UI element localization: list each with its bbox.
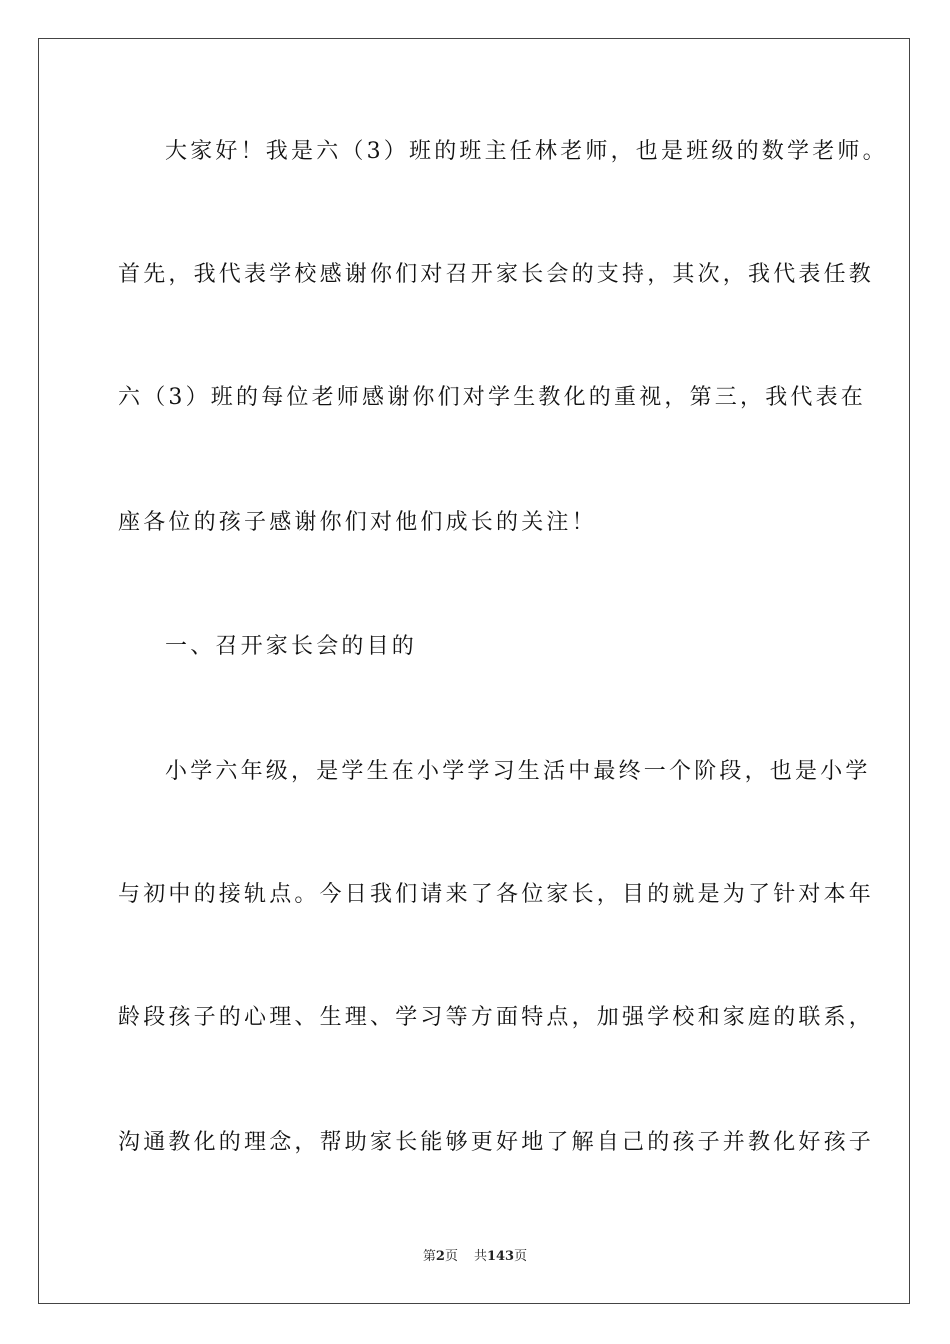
paragraph-line: 与初中的接轨点。今日我们请来了各位家长，目的就是为了针对本年: [118, 882, 875, 907]
section-heading: 一、召开家长会的目的: [165, 634, 418, 659]
page-border: [38, 38, 910, 1304]
total-suffix: 页: [514, 1249, 528, 1264]
paragraph-line: 龄段孩子的心理、生理、学习等方面特点，加强学校和家庭的联系，: [118, 1005, 875, 1030]
paragraph-line: 六（3）班的每位老师感谢你们对学生教化的重视，第三，我代表在: [118, 385, 866, 410]
paragraph-line: 沟通教化的理念，帮助家长能够更好地了解自己的孩子并教化好孩子: [118, 1130, 875, 1155]
paragraph-line: 座各位的孩子感谢你们对他们成长的关注！: [118, 510, 597, 535]
paragraph-line: 小学六年级，是学生在小学学习生活中最终一个阶段，也是小学: [165, 759, 871, 784]
total-prefix: 共: [473, 1249, 487, 1264]
paragraph-line: 首先，我代表学校感谢你们对召开家长会的支持，其次，我代表任教: [118, 262, 875, 287]
total-pages: 143: [486, 1249, 515, 1264]
paragraph-line: 大家好！我是六（3）班的班主任林老师，也是班级的数学老师。: [165, 139, 888, 164]
page-footer: [0, 1248, 950, 1266]
page-number: 2: [435, 1249, 445, 1264]
page-prefix: 第: [422, 1249, 436, 1264]
page-suffix: 页: [444, 1249, 458, 1264]
